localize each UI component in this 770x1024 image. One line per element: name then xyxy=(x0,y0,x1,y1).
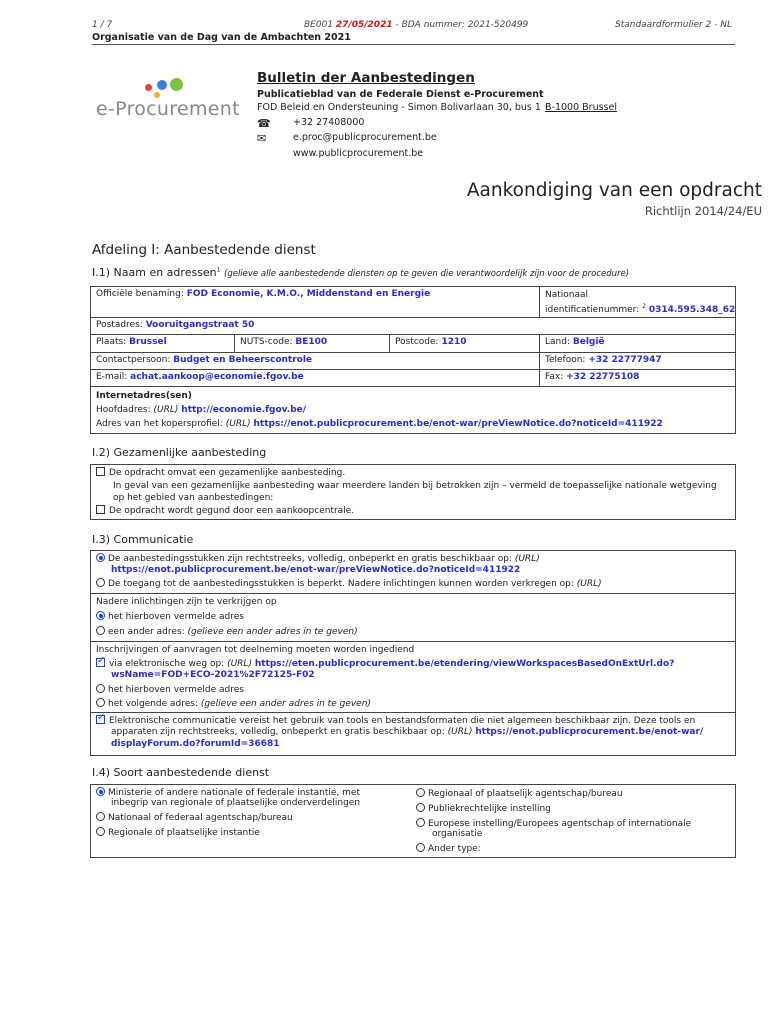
subsection-i1-note: (gelieve alle aanbestedende diensten op te geven die verantwoordelijk zijn voor de procedure) xyxy=(224,269,630,279)
postal-address-cell: Postadres: Vooruitgangstraat 50 xyxy=(90,317,736,335)
page-number: 1 / 7 xyxy=(92,20,113,30)
subsection-i3-title: I.3) Communicatie xyxy=(92,533,194,546)
postal-address-value: Vooruitgangstraat 50 xyxy=(145,320,255,330)
telephone-value: +32 22777947 xyxy=(588,355,662,365)
buyer-profile-link[interactable]: https://enot.publicprocurement.be/enot-war/preViewNotice.do?noticeId=411922 xyxy=(253,419,663,429)
publisher-web-row xyxy=(257,148,424,159)
country-cell: Land: België xyxy=(539,334,736,353)
national-id-value: 0314.595.348_62 xyxy=(648,305,736,315)
electronic-submission-checkbox[interactable] xyxy=(96,658,105,667)
central-purchasing-checkbox[interactable] xyxy=(96,505,105,514)
joint-procurement-checkbox[interactable] xyxy=(96,467,105,476)
header-date: 27/05/2021 xyxy=(335,20,393,30)
place-value: Brussel xyxy=(129,337,167,347)
place-cell: Plaats: Brussel xyxy=(90,334,235,353)
joint-procurement-box: De opdracht omvat een gezamenlijke aanbesteding. In geval van een gezamenlijke aanbesteding waar meerdere landen bij betrokken zijn – vermeld de toepasselijke nationale wetgeving op het gebied van aanbestedingen: De opdracht wordt gegund door een aankoopcentrale. xyxy=(90,464,736,520)
telephone-cell: Telefoon: +32 22777947 xyxy=(539,352,736,370)
header-reference xyxy=(304,20,528,30)
info-available-title: Nadere inlichtingen zijn te verkrijgen op xyxy=(96,597,277,607)
authority-european-radio[interactable] xyxy=(416,818,425,827)
logo-dot-blue xyxy=(157,80,167,90)
documents-link[interactable]: https://enot.publicprocurement.be/enot-war/preViewNotice.do?noticeId=411922 xyxy=(111,565,521,575)
info-above-address-radio[interactable] xyxy=(96,611,105,620)
submission-title: Inschrijvingen of aanvragen tot deelneming moeten worden ingediend xyxy=(96,645,415,655)
page-header xyxy=(92,20,732,32)
publisher-title: Bulletin der Aanbestedingen xyxy=(257,70,475,86)
submission-following-address-radio[interactable] xyxy=(96,698,105,707)
publisher-phone-row xyxy=(257,117,365,130)
fax-value: +32 22775108 xyxy=(566,372,640,382)
authority-public-law-radio[interactable] xyxy=(416,803,425,812)
publisher-subtitle: Publicatieblad van de Federale Dienst e-Procurement xyxy=(257,89,544,100)
publisher-web: www.publicprocurement.be xyxy=(293,148,424,159)
subsection-i4-title: I.4) Soort aanbestedende dienst xyxy=(92,766,270,779)
electronic-tools-checkbox[interactable] xyxy=(96,715,105,724)
forum-link[interactable]: https://enot.publicprocurement.be/enot-war/ xyxy=(475,727,704,737)
form-name: Standaardformulier 2 - NL xyxy=(614,20,732,30)
publisher-email-row xyxy=(257,132,437,145)
main-address-link[interactable]: http://economie.fgov.be/ xyxy=(181,405,307,415)
authority-regional-agency-radio[interactable] xyxy=(416,788,425,797)
contact-person-cell: Contactpersoon: Budget en Beheerscontrole xyxy=(90,352,540,370)
authority-other-type-radio[interactable] xyxy=(416,843,425,852)
internet-addresses-cell: Internetadres(sen) Hoofdadres: (URL) http://economie.fgov.be/ Adres van het kopersprofiel: (URL) https://enot.publicprocurement.be/enot-war/preViewNotice.do?noticeId=411922 xyxy=(90,386,736,434)
authority-regional-radio[interactable] xyxy=(96,827,105,836)
official-name-cell: Officiële benaming: FOD Economie, K.M.O., Middenstand en Energie xyxy=(90,286,540,318)
etendering-link[interactable]: https://eten.publicprocurement.be/etendering/viewWorkspacesBasedOnExtUrl.do? xyxy=(254,659,675,669)
internet-addresses-label: Internetadres(sen) xyxy=(96,391,192,401)
logo-dot-green xyxy=(170,78,183,91)
country-value: België xyxy=(572,337,605,347)
envelope-icon: ✉ xyxy=(257,132,267,145)
official-name-value: FOD Economie, K.M.O., Middenstand en Energie xyxy=(186,289,431,299)
documents-unrestricted-radio[interactable] xyxy=(96,553,105,562)
communication-box: De aanbestedingsstukken zijn rechtstreeks, volledig, onbeperkt en gratis beschikbaar op: (URL) https://enot.publicprocurement.be/enot-war/preViewNotice.do?noticeId=411922 De toegang tot de aanbestedingsstukken is beperkt. Nadere inlichtingen kunnen worden verkregen op: (URL) Nadere inlichtingen zijn te verkrijgen op het hierboven vermelde adres een ander adres: (gelieve een ander adres in te geven) Inschrijvingen of aanvragen tot deelneming moeten worden ingediend ✓via elektronische weg op: (URL) https://eten.publicprocurement.be/etendering/viewWorkspacesBasedOnExtUrl.do? wsName=FOD+ECO-2021%2F72125-F02 het hierboven vermelde adres het volgende adres: (gelieve een ander adres in te geven) ✓Elektronische communicatie vereist het gebruik van tools en bestandsformaten die niet algemeen beschikbaar zijn. Deze tools en apparaten zijn rechtstreeks, volledig, onbeperkt en gratis beschikbaar op: (URL) https://enot.publicprocurement.be/enot-war/ displayForum.do?forumId=36681 xyxy=(90,550,736,756)
submission-above-address-radio[interactable] xyxy=(96,684,105,693)
nuts-cell: NUTS-code: BE100 xyxy=(234,334,390,353)
authority-national-agency-radio[interactable] xyxy=(96,812,105,821)
header-code: BE001 xyxy=(304,20,334,30)
logo-text: e-Procurement xyxy=(96,98,240,120)
section-title: Afdeling I: Aanbestedende dienst xyxy=(92,242,316,258)
authority-type-box: Ministerie of andere nationale of federale instantie, met inbegrip van regionale of plaatselijke onderverdelingen Nationaal of federaal agentschap/bureau Regionale of plaatselijke instantie Regionaal of plaatselijk agentschap/bureau Publiekrechtelijke instelling Europese instelling/Europees agentschap of internationale organisatie Ander type: xyxy=(90,784,736,858)
address-table xyxy=(90,286,736,434)
organisation-title: Organisatie van de Dag van de Ambachten 2021 xyxy=(92,32,735,45)
joint-procurement-note: In geval van een gezamenlijke aanbesteding waar meerdere landen bij betrokken zijn – vermeld de toepasselijke nationale wetgeving xyxy=(113,481,717,491)
fax-cell: Fax: +32 22775108 xyxy=(539,369,736,387)
postcode-value: 1210 xyxy=(441,337,467,347)
authority-ministry-radio[interactable] xyxy=(96,787,105,796)
forum-link-continued[interactable]: displayForum.do?forumId=36681 xyxy=(111,739,280,749)
header-bda: - BDA nummer: 2021-520499 xyxy=(395,20,529,30)
logo-dot-red xyxy=(145,84,152,91)
document-subtitle: Richtlijn 2014/24/EU xyxy=(644,204,762,218)
document-title: Aankondiging van een opdracht xyxy=(466,180,762,201)
email-cell: E-mail: achat.aankoop@economie.fgov.be xyxy=(90,369,540,387)
publisher-address: FOD Beleid en Ondersteuning - Simon Bolivarlaan 30, bus 1 xyxy=(257,102,541,113)
postcode-cell: Postcode: 1210 xyxy=(389,334,540,353)
publisher-phone: +32 27408000 xyxy=(293,117,365,128)
email-value[interactable]: achat.aankoop@economie.fgov.be xyxy=(130,372,304,382)
subsection-i1-title: I.1) Naam en adressen$^1$ (gelieve alle aanbestedende diensten op te geven die verantwoordelijk zijn voor de procedure) xyxy=(92,266,630,279)
info-other-address-radio[interactable] xyxy=(96,626,105,635)
nuts-value: BE100 xyxy=(295,337,328,347)
publisher-email: e.proc@publicprocurement.be xyxy=(293,132,437,143)
publisher-city: B-1000 Brussel xyxy=(545,102,617,113)
national-id-cell: Nationaal identificatienummer: $^2$ 0314.595.348_62 xyxy=(539,286,736,318)
fax-phone-icon: ☎ xyxy=(257,117,271,130)
etendering-link-continued[interactable]: wsName=FOD+ECO-2021%2F72125-F02 xyxy=(111,670,315,680)
subsection-i2-title: I.2) Gezamenlijke aanbesteding xyxy=(92,446,267,459)
documents-restricted-radio[interactable] xyxy=(96,578,105,587)
contact-person-value: Budget en Beheerscontrole xyxy=(173,355,313,365)
